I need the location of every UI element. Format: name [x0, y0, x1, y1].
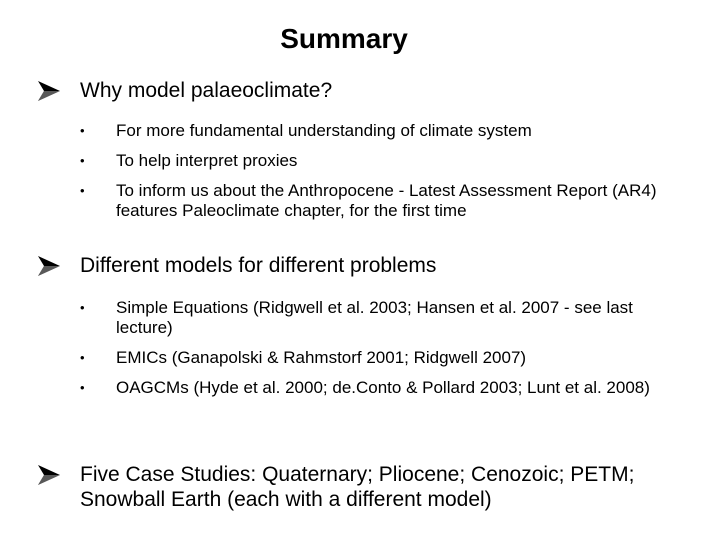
section-different-models: [38, 253, 688, 408]
arrowhead-icon: [38, 81, 60, 101]
bullet-dot-icon: •: [80, 153, 85, 168]
section-heading: [38, 78, 688, 103]
slide-title: Summary: [280, 23, 408, 54]
section-heading-text: Five Case Studies: Quaternary; Pliocene; Cenozoic; PETM; Snowball Earth (each with a different model): [80, 463, 635, 511]
bullet-dot-icon: •: [80, 123, 85, 138]
list-item: [38, 121, 688, 141]
section-why-model: [38, 78, 688, 231]
bullet-list: [38, 298, 688, 398]
bullet-dot-icon: •: [80, 183, 85, 198]
section-heading: [38, 462, 688, 512]
list-item-text: Simple Equations (Ridgwell et al. 2003; Hansen et al. 2007 - see last lecture): [116, 298, 633, 337]
list-item: [38, 298, 688, 338]
list-item: [38, 378, 688, 398]
section-case-studies: [38, 462, 688, 512]
section-heading-text: Different models for different problems: [80, 254, 437, 277]
list-item-text: OAGCMs (Hyde et al. 2000; de.Conto & Pollard 2003; Lunt et al. 2008): [116, 378, 650, 397]
arrowhead-icon: [38, 256, 60, 276]
bullet-dot-icon: •: [80, 380, 85, 395]
list-item-text: To help interpret proxies: [116, 151, 298, 170]
section-heading: [38, 253, 688, 278]
list-item: [38, 151, 688, 171]
bullet-dot-icon: •: [80, 300, 85, 315]
bullet-dot-icon: •: [80, 350, 85, 365]
section-heading-text: Why model palaeoclimate?: [80, 79, 333, 102]
arrowhead-icon: [38, 465, 60, 485]
bullet-list: [38, 121, 688, 221]
list-item: [38, 348, 688, 368]
list-item-text: EMICs (Ganapolski & Rahmstorf 2001; Ridgwell 2007): [116, 348, 527, 367]
list-item-text: For more fundamental understanding of climate system: [116, 121, 532, 140]
list-item: [38, 181, 688, 221]
list-item-text: To inform us about the Anthropocene - Latest Assessment Report (AR4) features Paleoclimate chapter, for the first time: [116, 181, 657, 220]
